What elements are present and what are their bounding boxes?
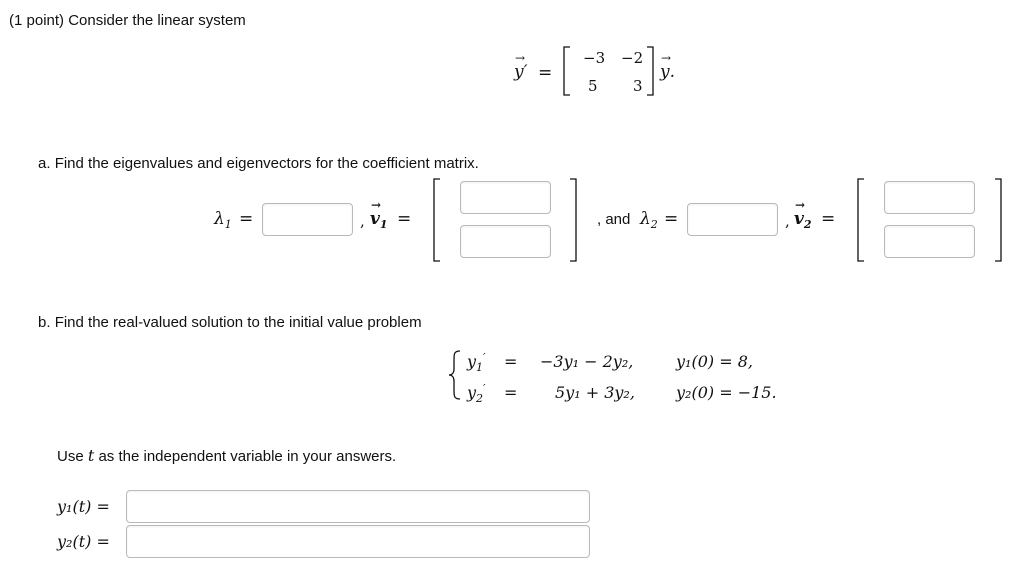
lambda2-symbol: λ xyxy=(640,209,651,229)
system-brace xyxy=(448,350,462,400)
v2-subscript: 2 xyxy=(803,218,812,231)
problem-header xyxy=(9,12,246,29)
part-a-label: a. xyxy=(38,155,51,172)
v1-label xyxy=(370,209,388,229)
ode2-rhs: 5y₁ + 3y₂, xyxy=(555,383,635,402)
part-a-text: Find the eigenvalues and eigenvectors for the coefficient matrix. xyxy=(54,155,479,172)
y1-answer-label: y₁(t) = xyxy=(57,497,110,516)
y-vector-rhs: → y xyxy=(660,62,670,82)
ode1-equals: = xyxy=(504,352,518,371)
lambda1-subscript: 1 xyxy=(224,218,232,231)
instruction-pre: Use xyxy=(57,448,84,465)
part-b-text: Find the real-valued solution to the initial value problem xyxy=(54,314,422,331)
v1-comma: , xyxy=(360,212,365,230)
matrix-right-bracket xyxy=(645,46,655,96)
lambda2-equals: = xyxy=(664,209,679,229)
v2-symbol: → v xyxy=(794,209,804,229)
v1-symbol: → v xyxy=(370,209,380,229)
ode1-y: y xyxy=(467,352,477,371)
y2-answer-input[interactable] xyxy=(126,525,590,558)
y-vector: → y xyxy=(514,62,524,82)
v2-comma: , xyxy=(785,212,790,230)
ode2-sub: 2 xyxy=(476,392,484,405)
ode2-y: y xyxy=(467,383,477,402)
v2-label xyxy=(794,209,812,229)
matrix-a21: 5 xyxy=(588,77,598,95)
lambda2-subscript: 2 xyxy=(650,218,658,231)
y1-answer-input[interactable] xyxy=(126,490,590,523)
system-rhs xyxy=(660,62,675,82)
ic2: y₂(0) = −15. xyxy=(676,383,777,402)
matrix-left-bracket xyxy=(562,46,572,96)
ode1-prime: ′ xyxy=(483,351,486,364)
prime-mark: ′ xyxy=(523,62,528,82)
prompt-text: Consider the linear system xyxy=(68,12,246,29)
v1-right-bracket xyxy=(568,178,578,262)
ode1-rhs: −3y₁ − 2y₂, xyxy=(540,352,634,371)
v2-top-input[interactable] xyxy=(884,181,975,214)
lambda1-label xyxy=(214,209,232,229)
system-equals: = xyxy=(538,63,553,83)
ic1: y₁(0) = 8, xyxy=(676,352,753,371)
lambda1-equals: = xyxy=(239,209,254,229)
points-label: (1 point) xyxy=(9,12,65,29)
v1-equals: = xyxy=(397,209,412,229)
system-lhs xyxy=(514,62,527,82)
part-b-label: b. xyxy=(38,314,51,331)
instruction-var: t xyxy=(87,446,95,465)
ode1-lhs xyxy=(467,351,486,374)
v2-equals: = xyxy=(821,209,836,229)
part-a-prompt xyxy=(38,155,479,172)
matrix-a22: 3 xyxy=(633,77,643,95)
v2-bottom-input[interactable] xyxy=(884,225,975,258)
ode2-prime: ′ xyxy=(483,382,486,395)
instruction-text xyxy=(57,446,396,465)
period: . xyxy=(669,62,676,82)
v1-bottom-input[interactable] xyxy=(460,225,551,258)
lambda1-input[interactable] xyxy=(262,203,353,236)
v2-right-bracket xyxy=(993,178,1003,262)
lambda1-symbol: λ xyxy=(214,209,225,229)
v2-left-bracket xyxy=(856,178,866,262)
v1-left-bracket xyxy=(432,178,442,262)
part-b-prompt xyxy=(38,314,422,331)
ode2-equals: = xyxy=(504,383,518,402)
ode2-lhs xyxy=(467,382,486,405)
v1-subscript: 1 xyxy=(379,218,388,231)
y2-answer-label: y₂(t) = xyxy=(57,532,110,551)
ode1-sub: 1 xyxy=(476,361,484,374)
v1-top-input[interactable] xyxy=(460,181,551,214)
matrix-a12: −2 xyxy=(621,49,644,67)
lambda2-label xyxy=(640,209,658,229)
and-text: , and xyxy=(597,211,631,228)
instruction-post: as the independent variable in your answers. xyxy=(98,448,397,465)
matrix-a11: −3 xyxy=(583,49,606,67)
lambda2-input[interactable] xyxy=(687,203,778,236)
